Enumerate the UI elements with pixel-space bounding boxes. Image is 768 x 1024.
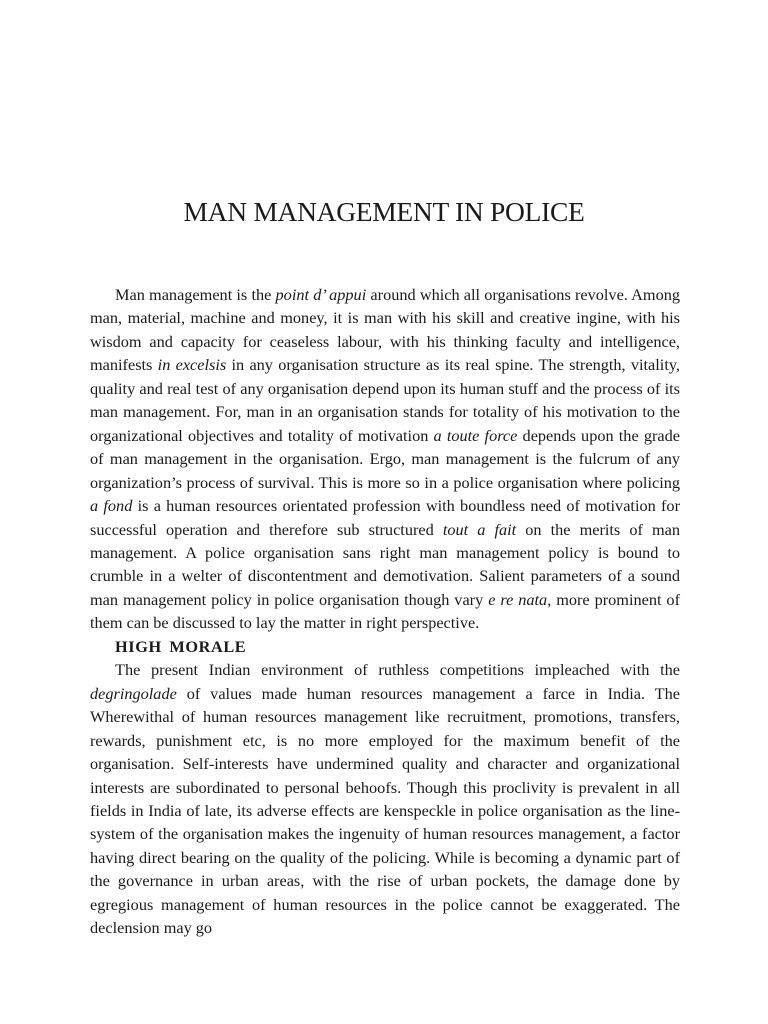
page-title: MAN MANAGEMENT IN POLICE [183,196,585,227]
text-run: in any organisation structure as its real spine. The strength, vitality, quality and real test of any organisation depend upon its human stuff and the process of its man management. For, man in an organisation stands for totality of his motivation to the organizational objectives and totality of motivation [90,355,680,445]
intro-paragraph [90,283,680,635]
high-morale-paragraph [90,658,680,939]
text-run: depends upon the grade of man management in the organisation. Ergo, man management is the fulcrum of any organization’s process of survival. This is more so in a police organisation where policing [90,425,680,492]
text-run: Man management is the [115,285,276,304]
text-run: around which all organisations revolve. Among man, material, machine and money, it is man with his skill and creative ingine, with his wisdom and capacity for ceaseless labour, with his thinking faculty and intelligence, manifests [90,285,681,375]
section-heading: HIGH MORALE [115,636,247,656]
italic-phrase: a toute force [433,425,518,445]
italic-phrase: point d’ appui [275,285,367,304]
text-run: of values made human resources management a farce in India. The Wherewithal of human resources management like recruitment, promotions, transfers, rewards, punishment etc, is no more employed for the maximum benefit of the organisation. Self-interests have undermined quality and character and organizational interests are subordinated to personal behoofs. Though this proclivity is prevalent in all fields in India of late, its adverse effects are kenspeckle in police organisation as the line-system of the organisation makes the ingenuity of human resources management, a factor having direct bearing on the quality of the policing. While is becoming a dynamic part of the governance in urban areas, with the rise of urban pockets, the damage done by egregious management of human resources in the police cannot be exaggerated. The declension may go [90,683,680,938]
italic-phrase: degringolade [90,683,177,703]
italic-phrase: e re nata [488,589,548,609]
text-run: , more prominent of them can be discussed to lay the matter in right perspective. [90,589,680,633]
italic-phrase: in excelsis [157,355,227,375]
text-run: The present Indian environment of ruthless competitions impleached with the [115,660,680,680]
document-body [90,283,680,940]
text-run: on the merits of man management. A police organisation sans right man management policy is bound to crumble in a welter of discontentment and demotivation. Salient parameters of a sound man management policy in police organisation though vary [90,519,681,609]
italic-phrase: tout a fait [442,519,517,539]
text-run: is a human resources orientated profession with boundless need of motivation for successful operation and therefore sub structured [90,496,680,539]
italic-phrase: a fond [90,496,133,516]
